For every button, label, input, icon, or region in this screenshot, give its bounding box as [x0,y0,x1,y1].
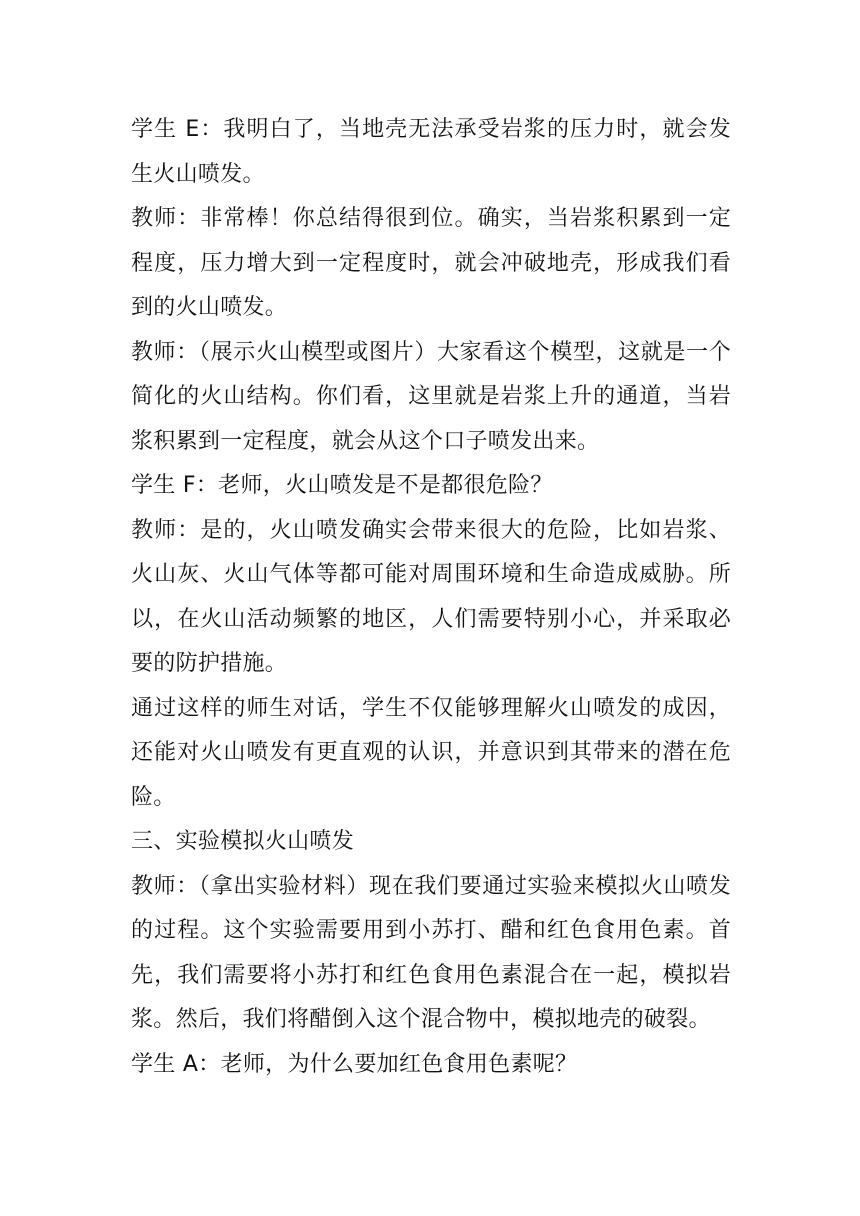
dialogue-student-f: 学生 F：老师，火山喷发是不是都很危险？ [131,473,553,498]
dialogue-teacher-danger: 教师：是的，火山喷发确实会带来很大的危险，比如岩浆、火山灰、火山气体等都可能对周围环境和生命造成威胁。所以，在火山活动频繁的地区，人们需要特别小心，并采取必要的防护措施。 [131,517,731,676]
dialogue-teacher-model: 教师：（展示火山模型或图片）大家看这个模型，这就是一个简化的火山结构。你们看，这里就是岩浆上升的通道，当岩浆积累到一定程度，就会从这个口子喷发出来。 [131,339,731,454]
document-body [131,108,731,1087]
dialogue-teacher-summary: 教师：非常棒！你总结得很到位。确实，当岩浆积累到一定程度，压力增大到一定程度时，就会冲破地壳，形成我们看到的火山喷发。 [131,206,731,320]
dialogue-student-a: 学生 A：老师，为什么要加红色食用色素呢？ [131,1051,578,1077]
dialogue-teacher-experiment: 教师：（拿出实验材料）现在我们要通过实验来模拟火山喷发的过程。这个实验需要用到小苏打、醋和红色食用色素。首先，我们需要将小苏打和红色食用色素混合在一起，模拟岩浆。然后，我们将醋倒入这个混合物中，模拟地壳的破裂。 [131,873,731,1032]
dialogue-student-e: 学生 E：我明白了，当地壳无法承受岩浆的压力时，就会发生火山喷发。 [131,117,731,187]
summary-paragraph: 通过这样的师生对话，学生不仅能够理解火山喷发的成因，还能对火山喷发有更直观的认识，并意识到其带来的潜在危险。 [131,695,731,810]
section-heading: 三、实验模拟火山喷发 [131,829,355,854]
